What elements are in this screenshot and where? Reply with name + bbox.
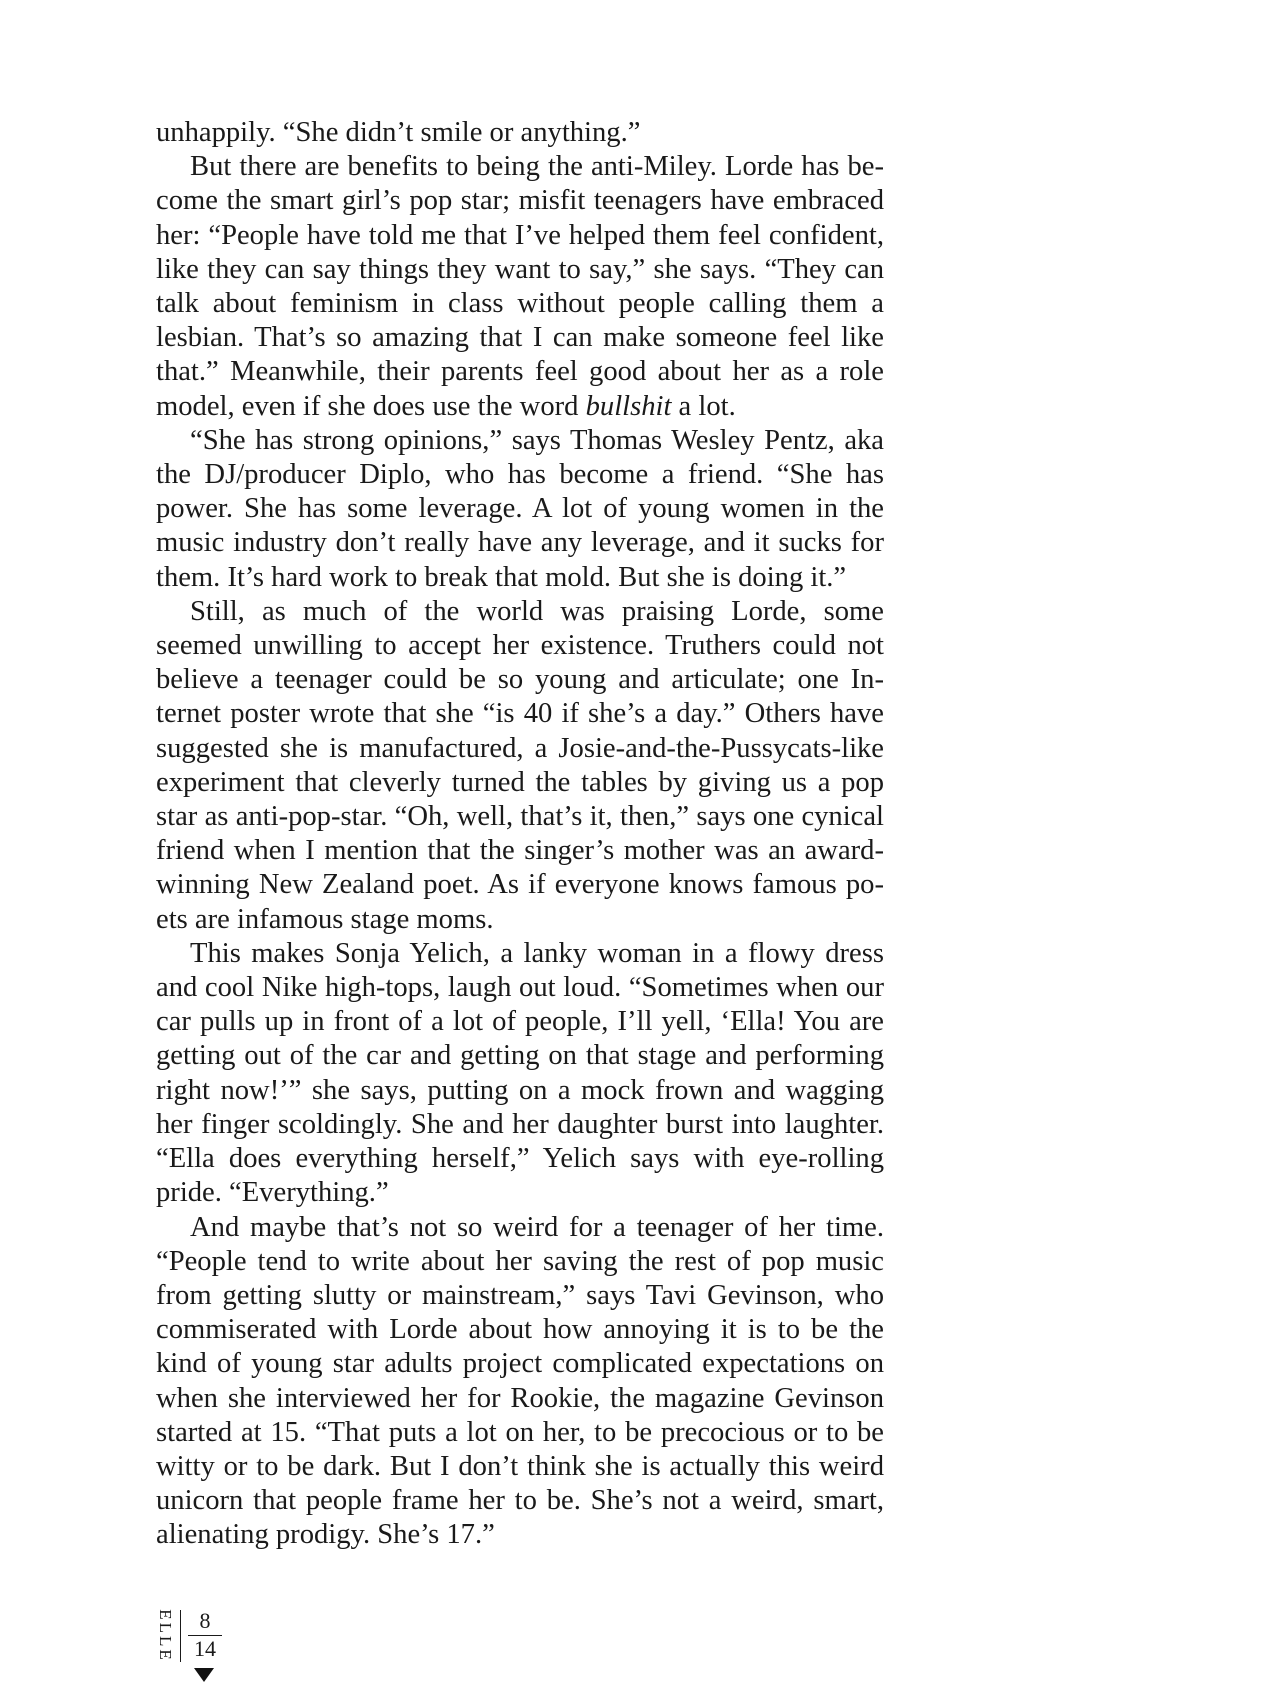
down-triangle-icon[interactable] (194, 1668, 214, 1682)
article-paragraph-4: Still, as much of the world was praising Lorde, some seemed unwilling to accept her existence. Truthers could not believe a teenager could be so young and articulate; one Internet poster wrote that she “is 40 if she’s a day.” Others have suggested she is manufactured, a Josie-and-the-Pussycats-like experiment that cleverly turned the tables by giving us a pop star as anti-pop-star. “Oh, well, that’s it, then,” says one cynical friend when I mention that the singer’s mother was an award-winning New Zealand poet. As if everyone knows famous poets are infamous stage moms. (156, 595, 884, 935)
page-number: 8 (199, 1608, 211, 1633)
article-paragraph-3: “She has strong opinions,” says Thomas Wesley Pentz, aka the DJ/producer Diplo, who has become a friend. “She has power. She has some leverage. A lot of young women in the music industry don’t really have any leverage, and it sucks for them. It’s hard work to break that mold. But she is doing it.” (156, 424, 884, 593)
article-paragraph-2-tail: a lot. (671, 390, 736, 422)
article-paragraph-6: And maybe that’s not so weird for a teenager of her time. “People tend to write about her saving the rest of pop music from getting slutty or mainstream,” says Tavi Gevinson, who commiserated with Lorde about how annoying it is to be the kind of young star adults project complicated expectations on when she interviewed her for Rookie, the magazine Gevinson started at 15. “That puts a lot on her, to be precocious or to be witty or to be dark. But I don’t think she is actually this weird unicorn that people frame her to be. She’s not a weird, smart, alienating prodigy. She’s 17.” (156, 1211, 884, 1551)
folio-divider (180, 1610, 181, 1662)
article-paragraph-2-text: But there are benefits to being the anti-Miley. Lorde has become the smart girl’s pop star; misfit teenagers have embraced her: “People have told me that I’ve helped them feel confident, like they can say things they want to say,” she says. “They can talk about feminism in class without people calling them a lesbian. That’s so amazing that I can make someone feel like that.” Meanwhile, their parents feel good about her as a role model, even if she does use the word (156, 151, 884, 422)
page-total: 14 (188, 1635, 222, 1662)
brand-logo (154, 1609, 176, 1663)
article-paragraph-2 (156, 150, 884, 424)
article-paragraph-5: This makes Sonja Yelich, a lanky woman in a flowy dress and cool Nike high-tops, laugh out loud. “Sometimes when our car pulls up in front of a lot of people, I’ll yell, ‘Ella! You are getting out of the car and getting on that stage and performing right now!’” she says, putting on a mock frown and wagging her finger scoldingly. She and her daughter burst into laughter. “Ella does everything herself,” Yelich says with eye-rolling pride. “Everything.” (156, 937, 884, 1209)
page-folio (154, 1608, 234, 1698)
article-paragraph-1: unhappily. “She didn’t smile or anything.” (156, 117, 641, 148)
brand-logo-text: ELLE (156, 1609, 176, 1663)
article-body (156, 116, 884, 1553)
italic-word: bullshit (585, 390, 672, 422)
